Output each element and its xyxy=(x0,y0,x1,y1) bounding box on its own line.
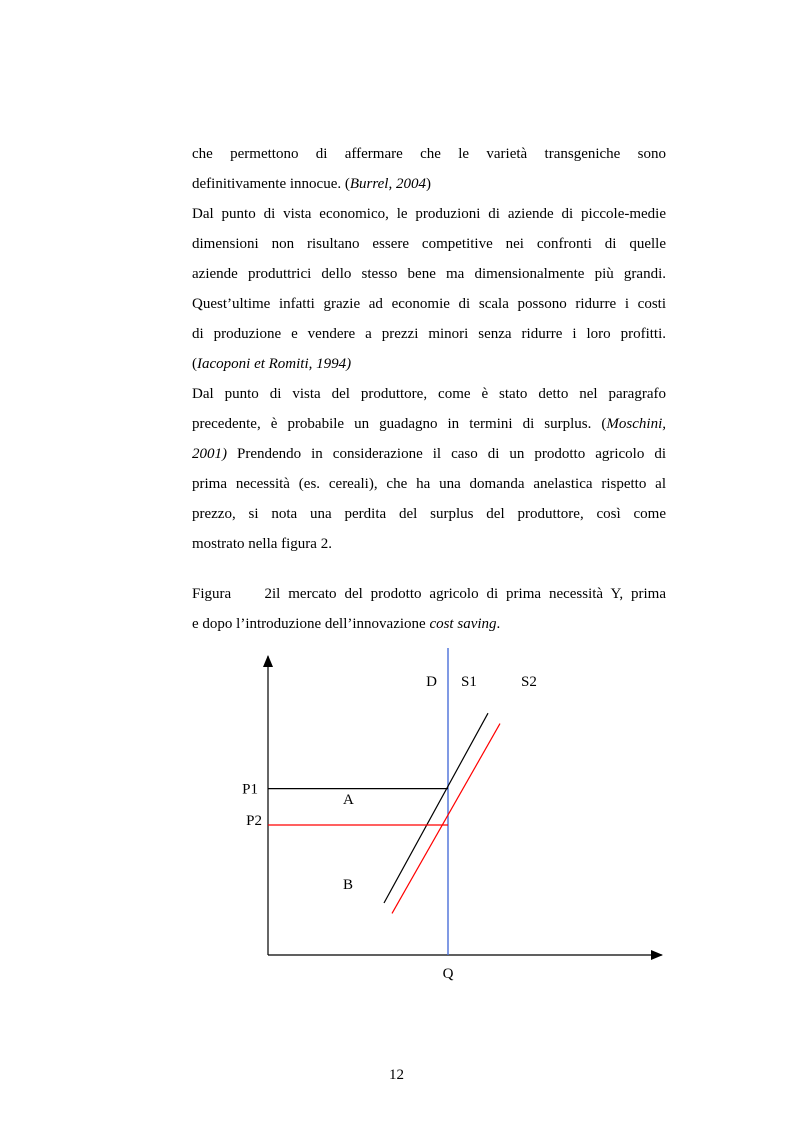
chart-label-q: Q xyxy=(442,966,454,982)
text-line: precedente, è probabile un guadagno in termini di surplus. (Moschini, xyxy=(192,416,666,432)
chart-label-a: A xyxy=(343,792,354,808)
citation: 2001) xyxy=(192,446,227,462)
series-line-s2 xyxy=(392,724,500,914)
text-line: prima necessità (es. cereali), che ha una domanda anelastica rispetto al xyxy=(192,476,666,492)
text-line: 2001) Prendendo in considerazione il caso di un prodotto agricolo di xyxy=(192,446,666,462)
text-line: di produzione e vendere a prezzi minori senza ridurre i loro profitti. xyxy=(192,326,666,342)
figure-caption: e dopo l’introduzione dell’innovazione cost saving. xyxy=(192,616,501,632)
citation: Iacoponi et Romiti, 1994) xyxy=(197,356,352,372)
chart-label-d: D xyxy=(426,674,437,690)
chart-label-s1: S1 xyxy=(461,674,477,690)
chart-label-p1: P1 xyxy=(242,781,258,798)
series-line-s1 xyxy=(384,713,488,903)
text-line: definitivamente innocue. (Burrel, 2004) xyxy=(192,176,431,192)
caption-label: Figura 2 xyxy=(192,586,272,602)
text-line: (Iacoponi et Romiti, 1994) xyxy=(192,356,352,372)
text-line: mostrato nella figura 2. xyxy=(192,536,332,552)
page-number: 12 xyxy=(389,1067,404,1083)
text-line: aziende produttrici dello stesso bene ma dimensionalmente più grandi. xyxy=(192,266,666,282)
text-line: dimensioni non risultano essere competitive nei confronti di quelle xyxy=(192,236,666,252)
citation: Moschini, xyxy=(606,416,666,432)
chart-label-b: B xyxy=(343,877,354,893)
figure-caption: Figura 2il mercato del prodotto agricolo di prima necessità Y, prima xyxy=(192,586,666,602)
text-line: prezzo, si nota una perdita del surplus del produttore, così come xyxy=(192,506,666,522)
text-line: che permettono di affermare che le varietà transgeniche sono xyxy=(192,146,666,162)
citation: Burrel, 2004 xyxy=(349,176,426,192)
text-line: Dal punto di vista economico, le produzioni di aziende di piccole-medie xyxy=(192,206,666,222)
chart-label-s2: S2 xyxy=(521,674,537,690)
text-line: Quest’ultime infatti grazie ad economie di scala possono ridurre i costi xyxy=(192,296,666,312)
chart-label-p2: P2 xyxy=(246,813,262,829)
text-line: Dal punto di vista del produttore, come è stato detto nel paragrafo xyxy=(192,386,666,402)
